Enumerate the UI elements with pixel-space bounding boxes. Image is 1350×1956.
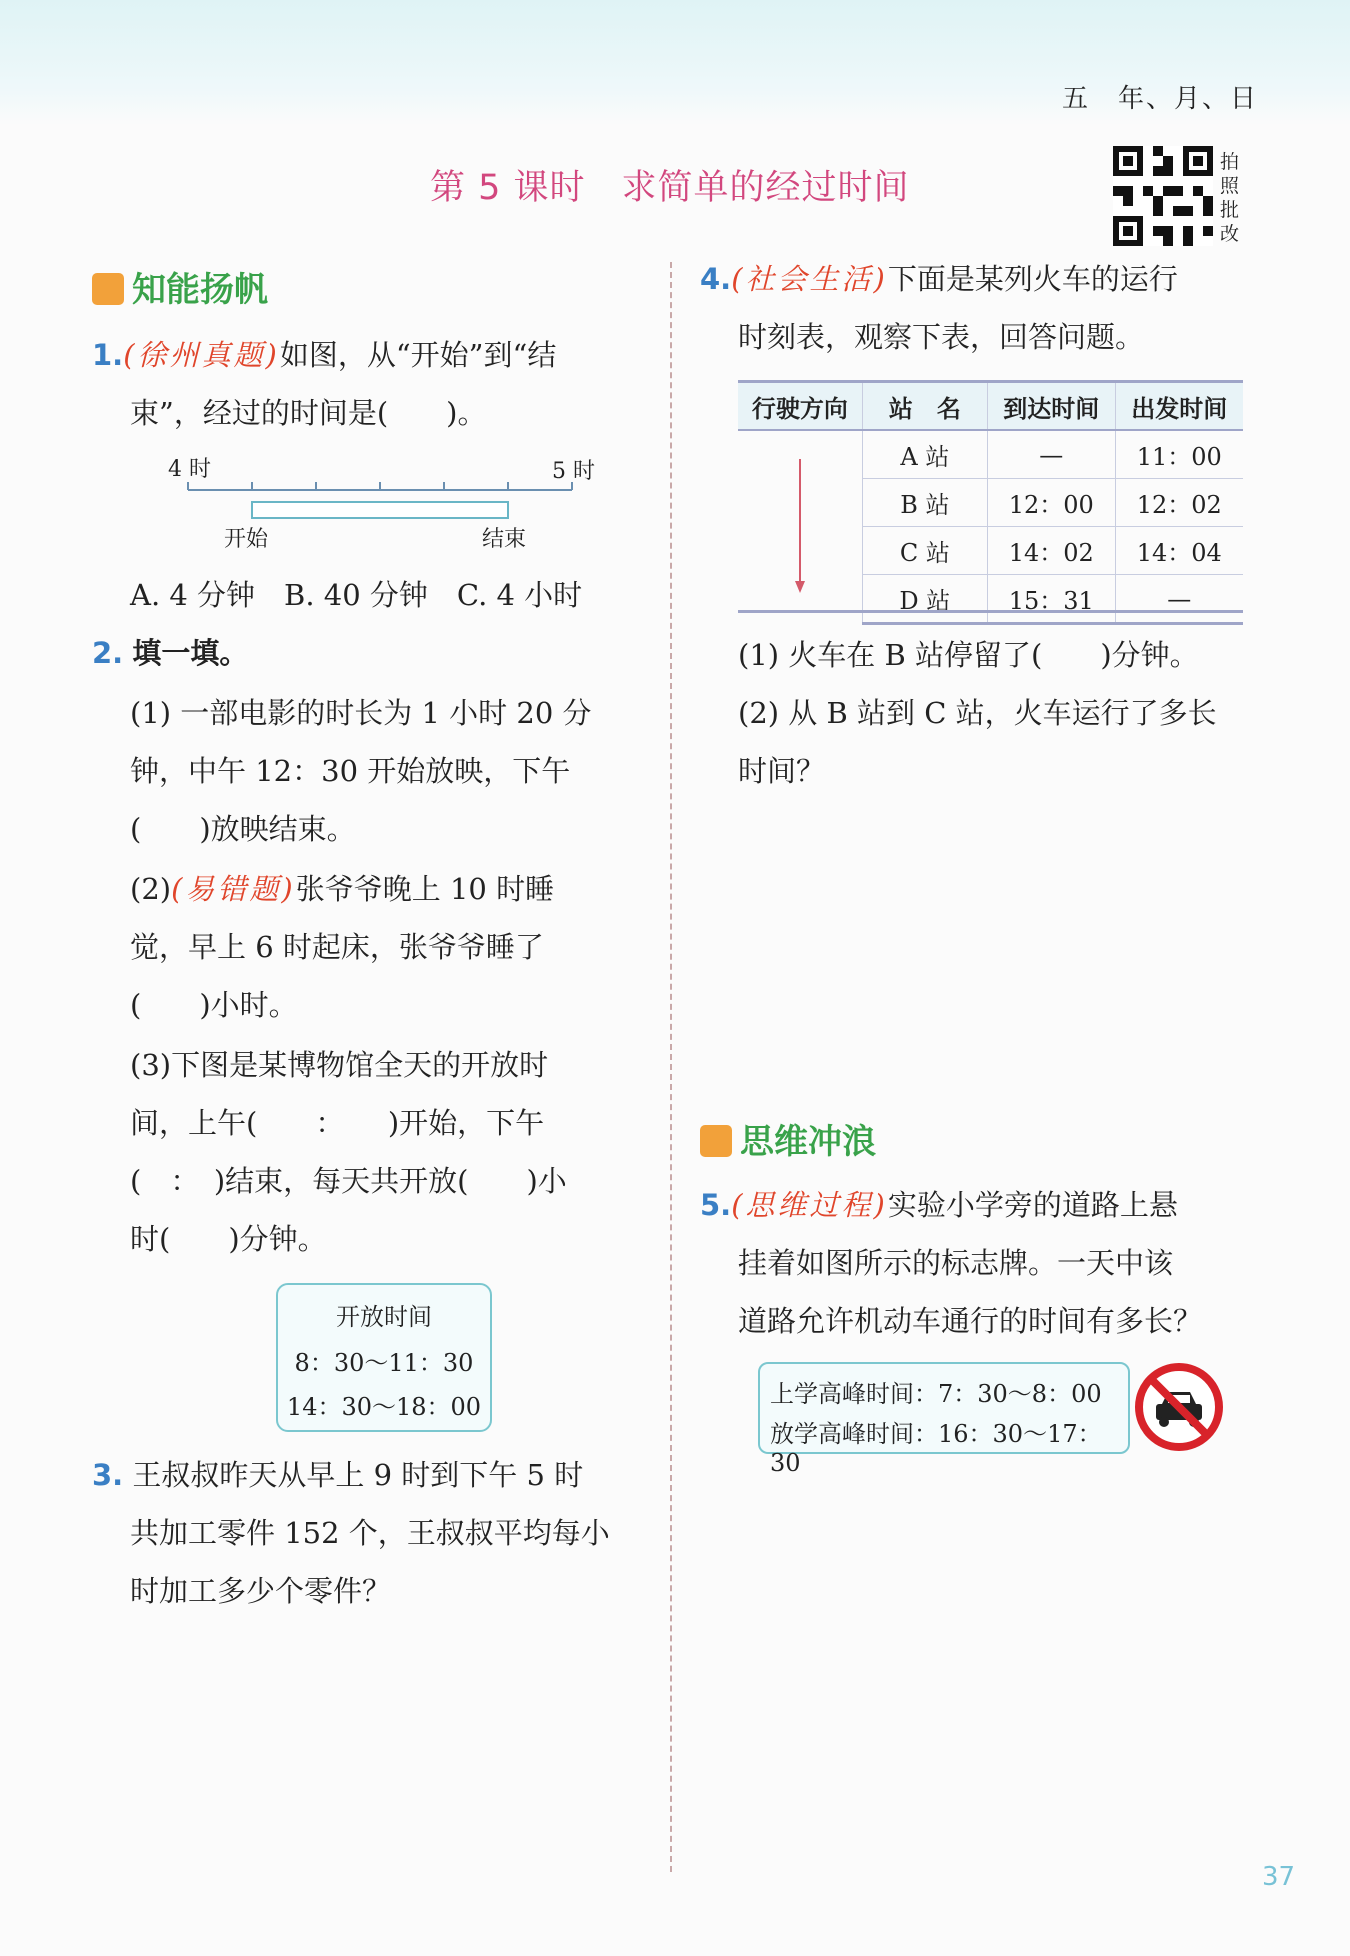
- q2-p2-line2: 觉，早上 6 时起床，张爷爷睡了: [130, 930, 544, 964]
- q5-line2: 挂着如图所示的标志牌。一天中该: [738, 1246, 1174, 1280]
- q2-p3-line2: 间，上午( ： )开始，下午: [130, 1106, 545, 1140]
- table-row: A 站 — 11：00: [738, 430, 1243, 479]
- sign-afternoon-peak: 放学高峰时间：16：30～17：30: [770, 1420, 1102, 1477]
- table-bottom-rule: [738, 610, 1243, 613]
- q1-line1: 1.(徐州真题)如图，从“开始”到“结: [92, 338, 557, 372]
- timeline-left-label: 4 时: [168, 457, 211, 482]
- page-title: 第 5 课时 求简单的经过时间: [430, 168, 910, 208]
- q5-line1: 5.(思维过程)实验小学旁的道路上悬: [700, 1188, 1178, 1222]
- table-row: D 站 15：31 —: [738, 575, 1243, 624]
- q2-heading: 2. 填一填。: [92, 636, 249, 670]
- opening-hours-box: [276, 1283, 492, 1432]
- q2-p3-line3: ( ： )结束，每天共开放( )小: [130, 1164, 567, 1198]
- opening-hours-afternoon: 14：30～18：00: [286, 1393, 482, 1421]
- date-label: 五 年、月、日: [1061, 84, 1258, 114]
- opening-hours-title: 开放时间: [336, 1303, 432, 1331]
- train-timetable: [738, 380, 1243, 625]
- q4-line2: 时刻表，观察下表，回答问题。: [738, 320, 1145, 354]
- q2-p1-line1: (1) 一部电影的时长为 1 小时 20 分: [130, 696, 592, 730]
- qr-label: 拍 照 批 改: [1220, 151, 1240, 245]
- header-departure: 出发时间: [1115, 382, 1243, 431]
- traffic-sign-box: [758, 1362, 1130, 1477]
- q1-line2: 束”，经过的时间是( )。: [130, 396, 487, 430]
- timeline-end-label: 结束: [482, 527, 527, 552]
- table-row: C 站 14：02 14：04: [738, 527, 1243, 575]
- column-divider: [670, 262, 672, 1872]
- q4-sub2-line1: (2) 从 B 站到 C 站，火车运行了多长: [738, 696, 1217, 730]
- q5-line3: 道路允许机动车通行的时间有多长？: [738, 1304, 1203, 1338]
- header-station: 站 名: [862, 382, 987, 431]
- q2-p3-line1: (3)下图是某博物馆全天的开放时: [130, 1048, 549, 1082]
- sail-icon: [92, 273, 124, 305]
- page-number: 37: [1262, 1862, 1296, 1892]
- q3-line2: 共加工零件 152 个，王叔叔平均每小: [130, 1516, 610, 1550]
- wave-icon: [700, 1125, 732, 1157]
- q1-options: A. 4 分钟 B. 40 分钟 C. 4 小时: [130, 578, 583, 612]
- direction-arrow: [738, 430, 862, 624]
- table-header-row: [738, 382, 1243, 431]
- down-arrow-icon: [785, 449, 815, 599]
- q2-p1-line3: ( )放映结束。: [130, 812, 356, 846]
- q4-sub1: (1) 火车在 B 站停留了( )分钟。: [738, 638, 1199, 672]
- q2-p2-line1: (2)(易错题)张爷爷晚上 10 时睡: [130, 872, 555, 906]
- section-heading-siweichonglang: 思维冲浪: [700, 1114, 876, 1163]
- q4-sub2-line2: 时间？: [738, 754, 826, 788]
- header-direction: 行驶方向: [738, 382, 862, 431]
- qr-code-icon[interactable]: [1113, 146, 1213, 246]
- timeline-start-label: 开始: [224, 527, 269, 552]
- sign-morning-peak: 上学高峰时间：7：30～8：00: [770, 1380, 1102, 1408]
- no-motor-vehicle-sign-icon: [1134, 1362, 1224, 1452]
- table-row: B 站 12：00 12：02: [738, 479, 1243, 527]
- q2-p1-line2: 钟，中午 12：30 开始放映，下午: [130, 754, 571, 788]
- q3-line3: 时加工多少个零件？: [130, 1574, 392, 1608]
- opening-hours-morning: 8：30～11：30: [294, 1349, 474, 1377]
- timeline-diagram: [186, 474, 576, 524]
- q2-p2-line3: ( )小时。: [130, 988, 298, 1022]
- q2-p3-line4: 时( )分钟。: [130, 1222, 327, 1256]
- q4-line1: 4.(社会生活)下面是某列火车的运行: [700, 262, 1178, 296]
- section-heading-zhinengyangfan: 知能扬帆: [92, 262, 268, 311]
- header-arrival: 到达时间: [988, 382, 1115, 431]
- timeline-right-label: 5 时: [552, 459, 595, 484]
- q3-line1: 3. 王叔叔昨天从早上 9 时到下午 5 时: [92, 1458, 584, 1492]
